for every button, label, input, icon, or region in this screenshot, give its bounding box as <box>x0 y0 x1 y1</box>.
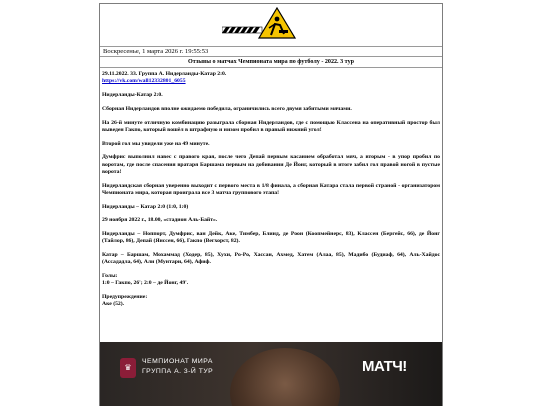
match-date-venue: 29 ноября 2022 г., 18.00, «стадион Аль-Байт». <box>102 217 218 224</box>
lineup-qatar: Катар – Баршам, Мохаммад (Ходер, 85), Хухи, Ро-Ро, Хассан, Ахмед, Хатем (Алаа, 85), Мадибо (Будиаф, 64), Аль-Хайдос (Ассададла, 64), Али (Мунтари, 64), Афиф. <box>102 252 440 266</box>
video-player[interactable] <box>100 342 442 406</box>
page-title: Отзывы о матчах Чемпионата мира по футболу - 2022. 3 тур <box>100 57 442 68</box>
header-logo-row <box>100 4 442 47</box>
goals: Голы: 1:0 – Гакпо, 26'; 2:0 – де Йонг, 49'. <box>102 273 189 287</box>
video-caption-line2: ГРУППА А. 3-Й ТУР <box>142 368 214 375</box>
world-cup-trophy-icon: ♛ <box>120 358 136 378</box>
warnings: Предупреждение: Аке (52). <box>102 294 148 308</box>
article-paragraph: Сборная Нидерландов вполне ожидаемо победила, ограничились всего двумя забитыми мячами. <box>102 105 352 112</box>
article-subtitle: Нидерланды-Катар 2:0. <box>102 92 163 98</box>
page-frame <box>99 3 443 406</box>
article-heading: 29.11.2022. 33. Группа А. Нидерланды-Катар 2:0. https://vk.com/wall12332801_6055 <box>102 71 227 85</box>
article-paragraph: Нидерландская сборная уверенно выходит с первого места в 1/8 финала, а сборная Катара стала первой страной - организатором Чемпионата мира, которая проиграла все 3 матча группового этапа! <box>102 182 440 196</box>
article-content <box>100 68 442 309</box>
lineup-netherlands: Нидерланды – Ноппорт, Думфрис, ван Дейк, Аке, Тимбер, Блинд, де Роон (Коопмейнерс, 83), Классен (Бергейс, 66), де Йонг (Тайлор, 86), Депай (Янссен, 66), Гакпо (Вегхорст, 82). <box>102 231 440 245</box>
channel-logo: МАТЧ! <box>362 358 407 375</box>
article-paragraph: На 26-й минуте отличную комбинацию разыграла сборная Нидерландов, где с помощью Классена на оперативный простор был выведен Гакпо, который вошёл в штрафную и низом пробил в правый нижний угол! <box>102 119 440 133</box>
vk-link[interactable]: https://vk.com/wall12332801_6055 <box>102 78 186 85</box>
under-construction-icon <box>222 7 296 43</box>
video-caption-line1: ЧЕМПИОНАТ МИРА <box>142 358 213 365</box>
article-paragraph: Думфрис выполнил навес с правого края, после чего Депай первым касанием обработал мяч, а вторым - в упор пробил по воротам, где после спасения вратаря Баршама первым на добивании Де Йонг, который в итоге забил гол правой ногой в пустые ворота! <box>102 154 440 175</box>
match-score: Нидерланды – Катар 2:0 (1:0, 1:0) <box>102 203 189 210</box>
date-line: Воскресенье, 1 марта 2026 г. 19:55:53 <box>100 47 442 57</box>
article-paragraph: Второй гол мы увидели уже на 49 минуте. <box>102 140 210 147</box>
